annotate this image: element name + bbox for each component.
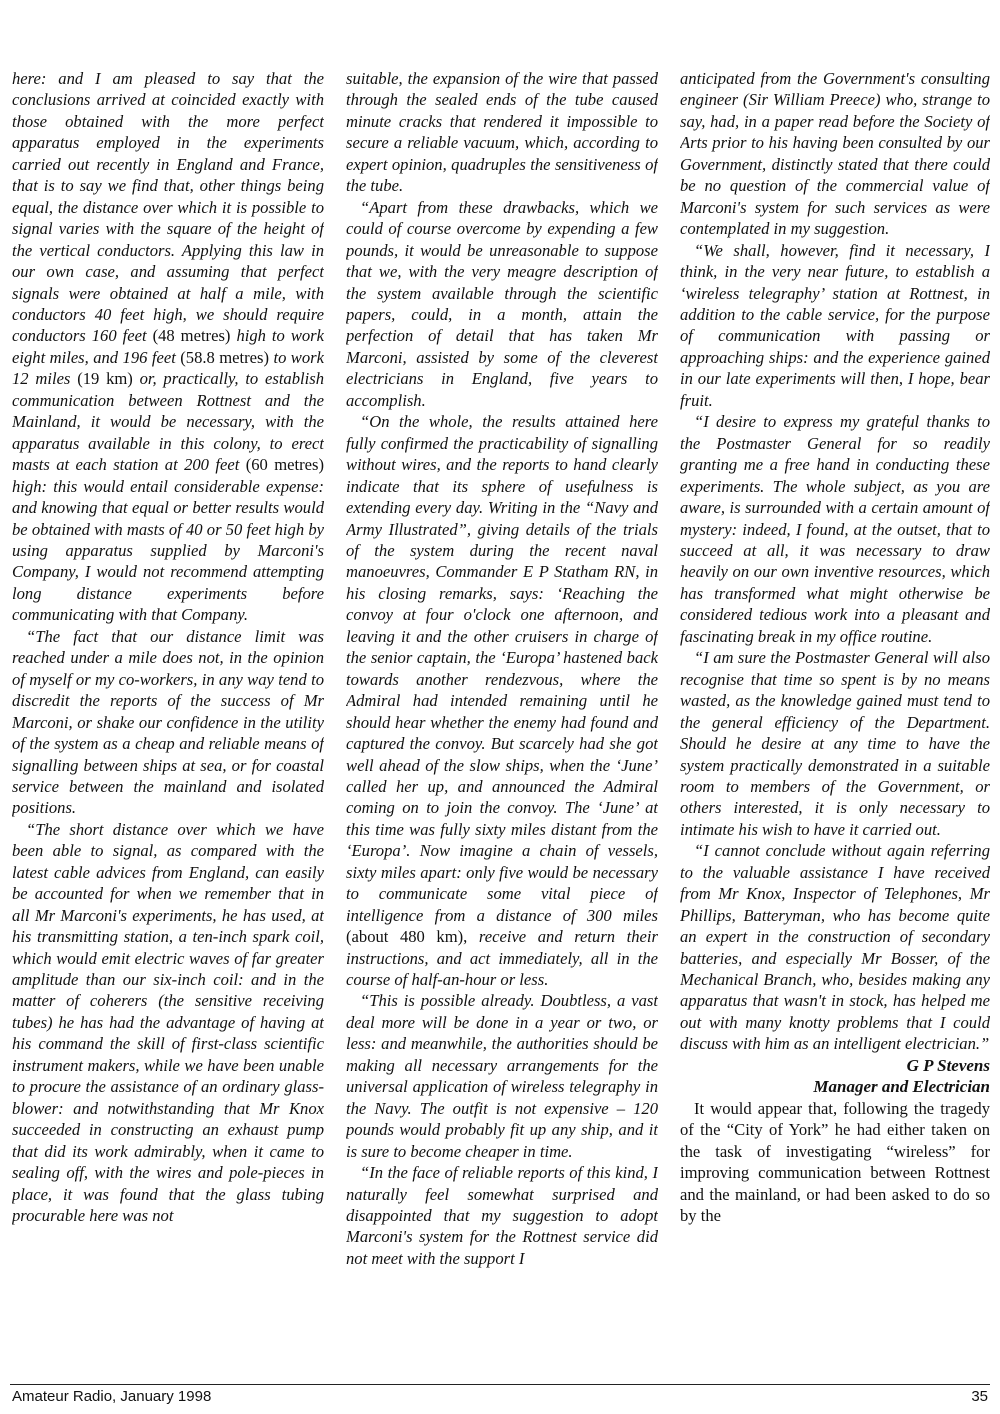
paragraph: “Apart from these drawbacks, which we could of course overcome by expending a few pounds, it would be unreasonable to suppose that we, with the very meagre description of the system available through the scientific papers, could, in a month, attain the perfection of detail that has taken Mr Marconi, assisted by some of the cleverest electricians in England, five years to accomplish. [346,197,658,410]
footer-publication: Amateur Radio, January 1998 [12,1388,212,1405]
paragraph: “This is possible already. Doubtless, a vast deal more will be done in a year or two, or less: and meanwhile, the authorities should be making all necessary arrangements for the universal application of wireless telegraphy in the Navy. The outfit is not expensive – 120 pounds would probably fit up any ship, and it is sure to become cheaper in time. [346,991,658,1161]
paragraph: here: and I am pleased to say that the conclusions arrived at coincided exactly with those obtained with the more perfect apparatus employed in the experiments carried out recently in England and France, that is to say we find that, other things being equal, the distance over which it is possible to signal varies with the square of the height of the vertical conductors. Applying this law in our own case, and assuming that perfect signals were obtained at half a mile, with conductors 40 feet high, we should require conductors 160 feet (48 metres) high to work eight miles, and 196 feet (58.8 metres) to work 12 miles (19 km) or, practically, to establish communication between Rottnest and the Mainland, it would be necessary, with the apparatus available in this colony, to erect masts at each station at 200 feet (60 metres) high: this would entail considerable expense: and knowing that equal or better results would be obtained with masts of 40 or 50 feet high by using apparatus supplied by Marconi's Company, I would not recommend attempting long distance experiments before communicating with that Company. [12,69,324,625]
signature-name: G P Stevens [906,1055,990,1075]
text-column-3 [680,68,990,1358]
paragraph: It would appear that, following the tragedy of the “City of York” he had either taken on the task of investigating “wireless” for improving communication between Rottnest and the mainland, or had been asked to do so by the [680,1098,990,1226]
paragraph: “We shall, however, find it necessary, I think, in the very near future, to establish a ‘wireless telegraphy’ station at Rottnest, in addition to the cable service, for the purpose of communication with passing or approaching ships: and the experience gained in our late experiments will then, I hope, bear fruit. [680,240,990,410]
paragraph: “In the face of reliable reports of this kind, I naturally feel somewhat surprised and disappointed that my suggestion to adopt Marconi's system for the Rottnest service did not meet with the support I [346,1163,658,1268]
signature-title: Manager and Electrician [813,1077,990,1097]
paragraph: “The short distance over which we have been able to signal, as compared with the latest cable advices from England, can easily be accounted for when we remember that in all Mr Marconi's experiments, he has used, at his transmitting station, a ten-inch spark coil, which would emit electric waves of far greater amplitude than our six-inch coil: and in the matter of coherers (the sensitive receiving tubes) he has had the advantage of having at his command the skill of first-class scientific instrument makers, while we have been unable to procure the assistance of an ordinary glass-blower: and notwithstanding that Mr Knox succeeded in constructing an exhaust pump that did its work admirably, when it came to sealing off, with the wires and pole-pieces in place, it was found that the glass tubing procurable here was not [12,819,324,1226]
paragraph: anticipated from the Government's consulting engineer (Sir William Preece) who, strange to say, had, in a paper read before the Society of Arts prior to his having been consulted by our Government, distinctly stated that there could be no question of the commercial value of Marconi's system for such services as were contemplated in my suggestion. [680,69,990,239]
footer-divider [10,1384,990,1385]
paragraph: “I cannot conclude without again referring to the valuable assistance I have received from Mr Knox, Inspector of Telephones, Mr Phillips, Batteryman, who has become quite an expert in the construction of secondary batteries, and especially Mr Bosser, of the Mechanical Branch, who, besides making any apparatus that wasn't in stock, has helped me out with many knotty problems that I could discuss with him as an intelligent electrician.” [680,841,990,1054]
paragraph: “I am sure the Postmaster General will also recognise that time so spent is by no means wasted, as the knowledge gained must tend to the general efficiency of the Department. Should he desire at any time to have the system practically demonstrated in a suitable room to members of the Government, or others interested, it is only necessary to intimate his wish to have it carried out. [680,648,990,839]
text-column-2 [346,68,658,1358]
paragraph: suitable, the expansion of the wire that passed through the sealed ends of the tube caused minute cracks that rendered it impossible to secure a reliable vacuum, which, according to expert opinion, quadruples the sensitiveness of the tube. [346,69,658,196]
paragraph: “On the whole, the results attained here fully confirmed the practicability of signalling without wires, and the reports to hand clearly indicate that its sphere of usefulness is extending every day. Writing in the “Navy and Army Illustrated”, giving details of the trials of the system during the recent naval manoeuvres, Commander E P Statham RN, in his closing remarks, says: ‘Reaching the convoy at four o'clock one afternoon, and leaving it and the other cruisers in charge of the senior captain, the ‘Europa’ hastened back towards another rendezvous, where the Admiral had intended remaining until he should hear whether the enemy had found and captured the convoy. But scarcely had she got well ahead of the slow ships, when the ‘June’ called her up, and announced the Admiral coming on to join the convoy. The ‘June’ at this time was fully sixty miles distant from the ‘Europa’. Now imagine a chain of vessels, sixty miles apart: only five would be necessary to communicate some vital piece of intelligence from a distance of 300 miles (about 480 km), receive and return their instructions, and act immediately, all in the course of half-an-hour or less. [346,412,658,990]
paragraph: “The fact that our distance limit was reached under a mile does not, in the opinion of myself or my co-workers, in any way tend to discredit the reports of the success of Mr Marconi, or shake our confidence in the utility of the system as a cheap and reliable means of signalling between ships at sea, or for coastal service between the mainland and isolated positions. [12,626,324,818]
text-column-1 [12,68,324,1358]
page-number: 35 [971,1388,988,1405]
paragraph: “I desire to express my grateful thanks to the Postmaster General for so readily granting me a free hand in conducting these experiments. The whole subject, as you are aware, is surrounded with a certain amount of mystery: indeed, I found, at the outset, that to succeed at all, it was necessary to draw heavily on our own inventive resources, which has transformed what might otherwise be considered tedious work into a pleasant and fascinating break in my office routine. [680,412,990,646]
